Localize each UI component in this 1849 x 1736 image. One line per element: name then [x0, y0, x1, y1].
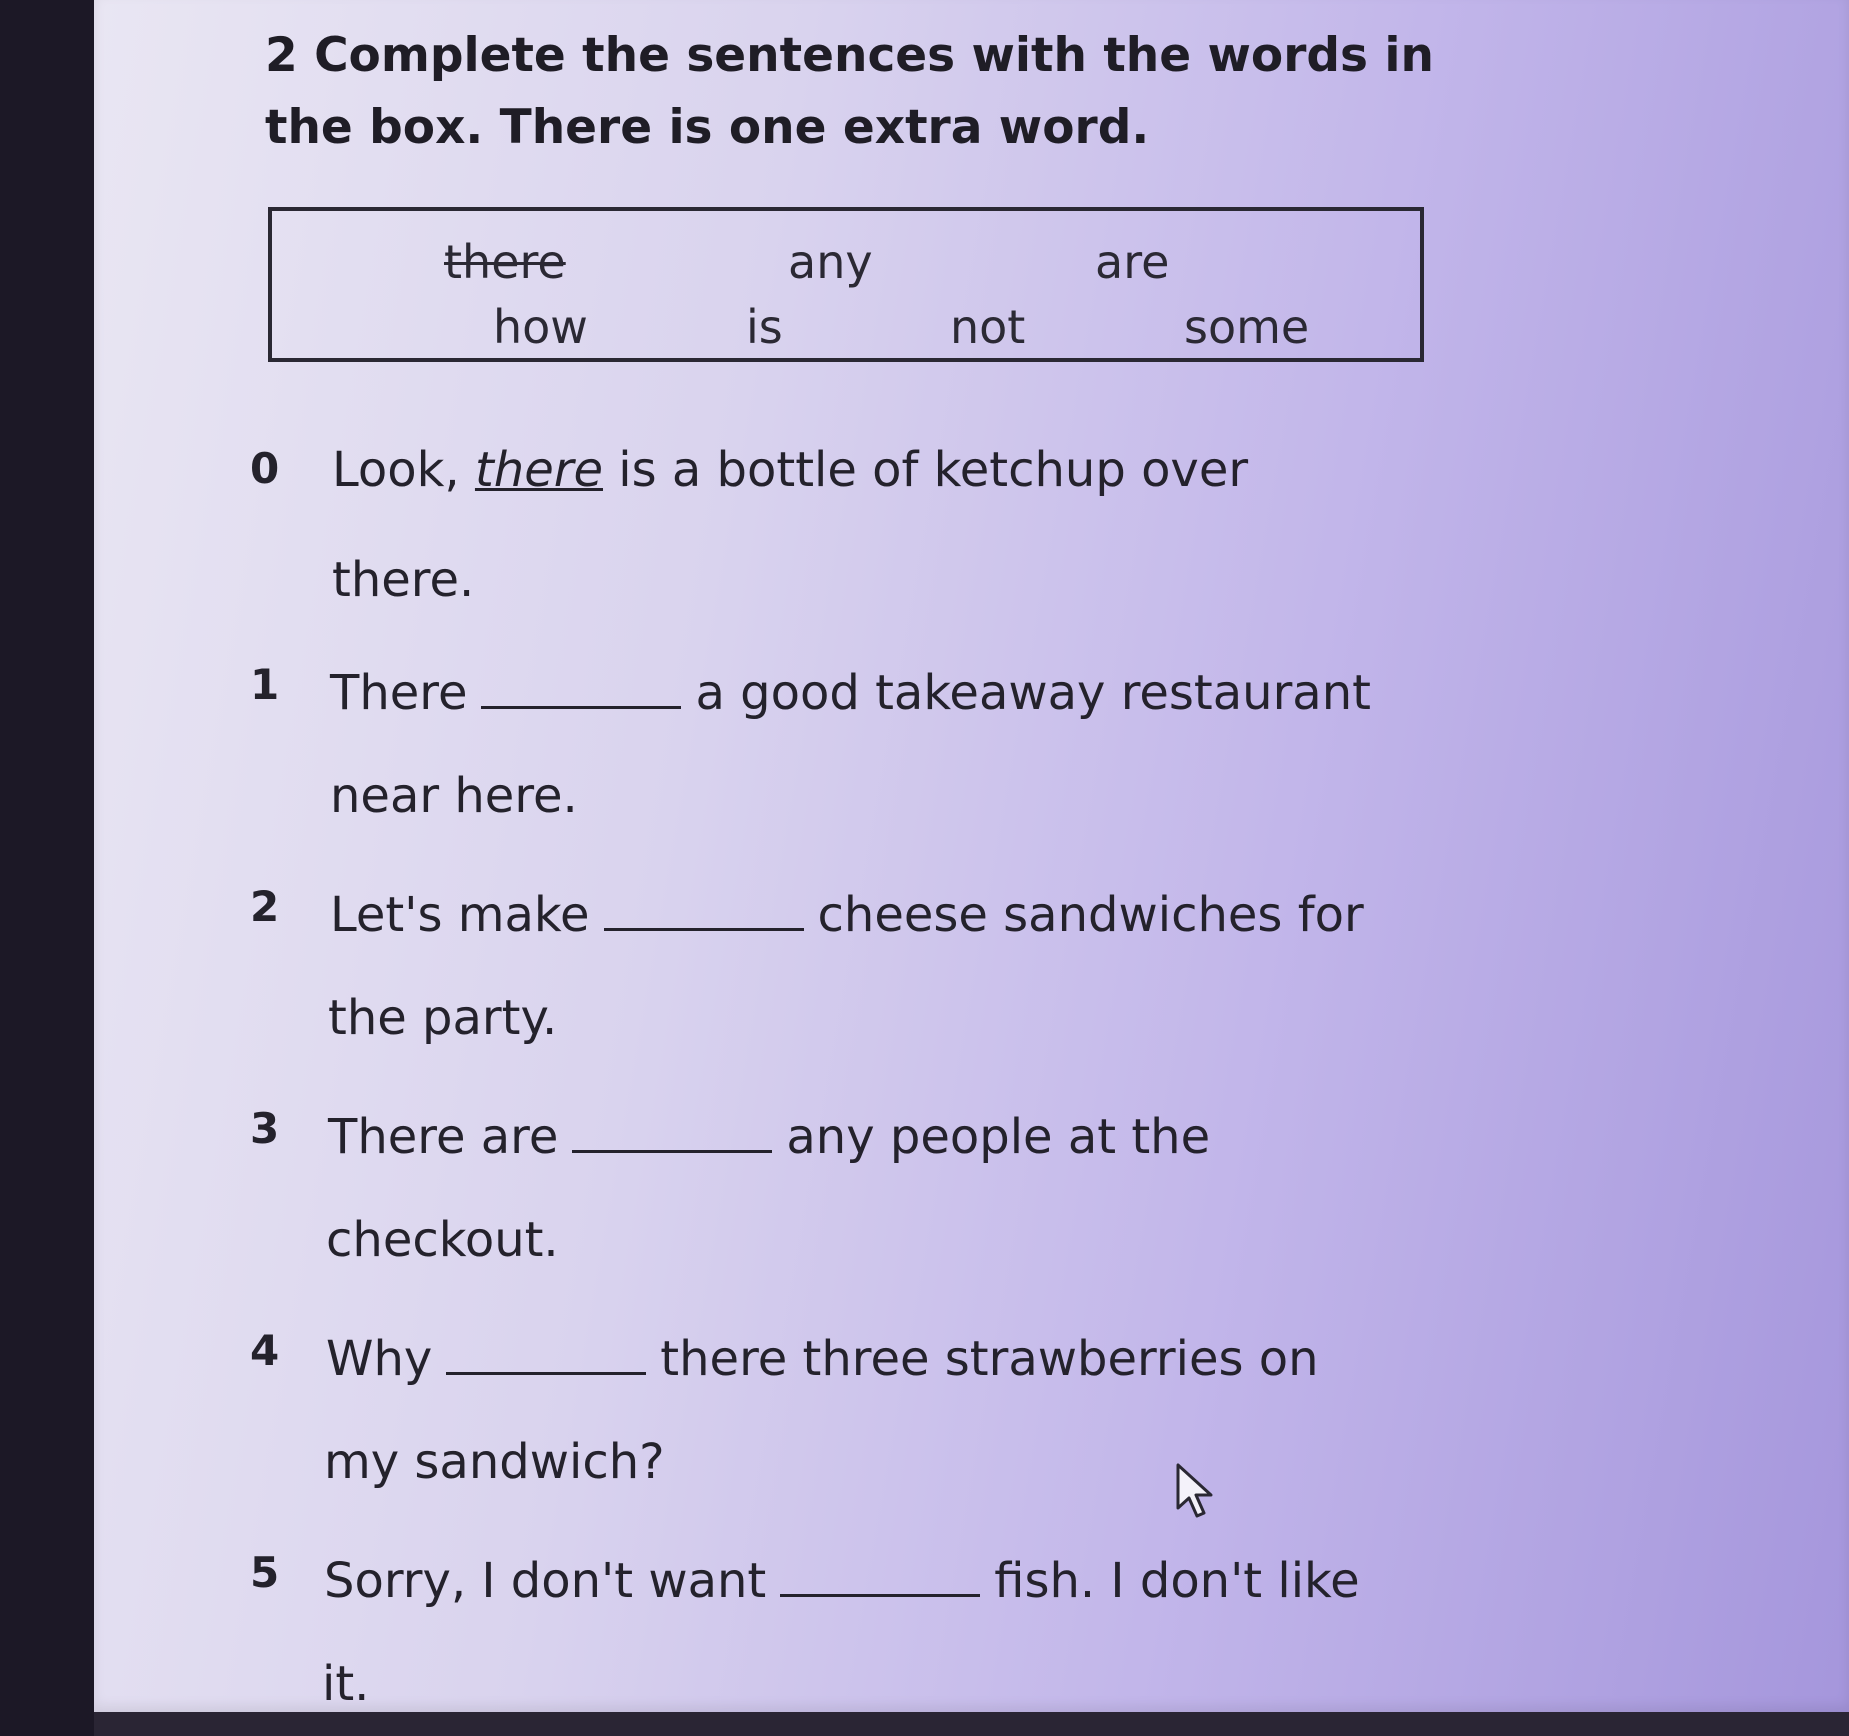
answer-blank[interactable] — [604, 884, 804, 931]
item-number: 2 — [250, 882, 280, 931]
word-box — [268, 207, 1424, 362]
word-box-word: some — [1184, 300, 1310, 354]
exercise-title: 2 Complete the sentences with the words in the box. There is one extra word. — [265, 28, 1434, 155]
item-text-after: fish. I don't like — [994, 1553, 1360, 1609]
word-box-word: is — [746, 300, 783, 354]
item-text-before: There are — [328, 1109, 559, 1165]
item-line — [330, 662, 1371, 721]
item-number: 5 — [250, 1548, 280, 1597]
item-number: 0 — [250, 444, 280, 493]
item-text-before: Look, — [332, 442, 460, 498]
item-text-after: is a bottle of ketchup over — [618, 442, 1249, 498]
item-continuation: near here. — [330, 768, 578, 824]
item-text-before: Let's make — [330, 887, 590, 943]
item-number: 1 — [250, 660, 280, 709]
answer-blank[interactable] — [481, 662, 681, 709]
item-continuation: it. — [322, 1656, 370, 1712]
word-box-word: any — [788, 235, 873, 289]
item-continuation: my sandwich? — [324, 1434, 665, 1490]
answer-blank[interactable] — [446, 1328, 646, 1375]
item-continuation: checkout. — [326, 1212, 559, 1268]
item-line — [326, 1328, 1319, 1387]
item-continuation: the party. — [328, 990, 558, 1046]
item-line — [330, 884, 1364, 943]
item-line — [324, 1550, 1360, 1609]
item-number: 3 — [250, 1104, 280, 1153]
word-box-word: there — [444, 235, 566, 289]
item-text-before: Sorry, I don't want — [324, 1553, 767, 1609]
item-number: 4 — [250, 1326, 280, 1375]
mouse-pointer-icon — [1174, 1462, 1220, 1520]
item-text-after: there three strawberries on — [660, 1331, 1319, 1387]
word-box-word: how — [493, 300, 588, 354]
item-text-after: a good takeaway restaurant — [695, 665, 1371, 721]
item-text-before: Why — [326, 1331, 433, 1387]
item-line — [328, 1106, 1211, 1165]
item-line — [332, 442, 1249, 498]
item-text-after: any people at the — [786, 1109, 1211, 1165]
word-box-word: not — [950, 300, 1026, 354]
item-text-before: There — [330, 665, 468, 721]
word-box-word: are — [1095, 235, 1170, 289]
example-answer: there — [474, 442, 603, 498]
screen-bottom-edge — [94, 1712, 1849, 1736]
item-continuation: there. — [332, 552, 475, 608]
item-text-after: cheese sandwiches for — [817, 887, 1364, 943]
answer-blank[interactable] — [572, 1106, 772, 1153]
answer-blank[interactable] — [780, 1550, 980, 1597]
